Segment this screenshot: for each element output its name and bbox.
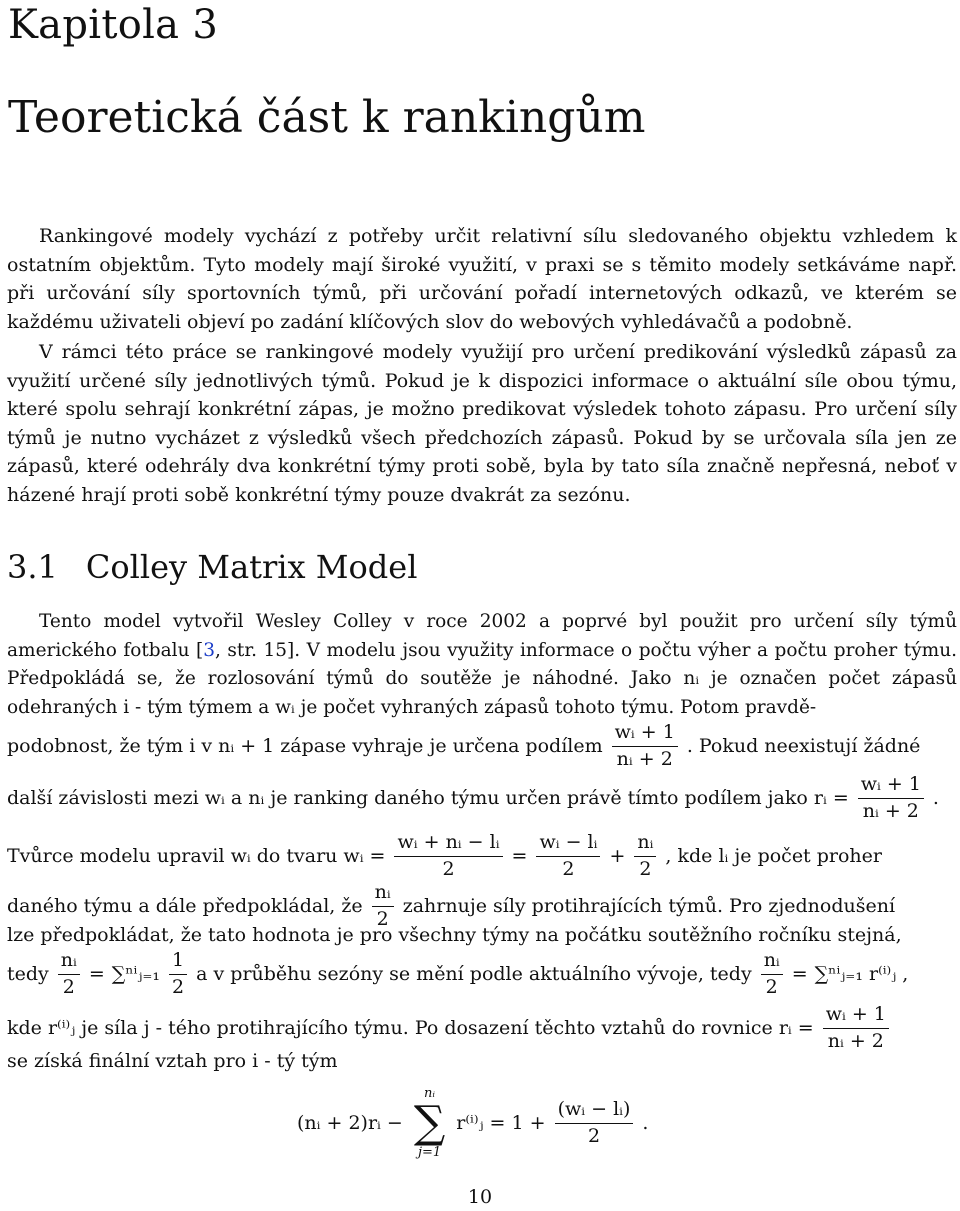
fraction-denominator: nᵢ + 2 xyxy=(827,1029,884,1052)
period: . xyxy=(932,787,939,810)
fraction-numerator: (wᵢ − lᵢ) xyxy=(555,1099,634,1124)
chapter-title: Teoretická část k rankingům xyxy=(8,92,646,143)
plus-sign: + xyxy=(609,845,626,868)
line-text: , kde lᵢ je počet proher xyxy=(665,845,882,868)
chapter-label: Kapitola 3 xyxy=(8,2,219,48)
section-number: 3.1 xyxy=(7,548,58,586)
period: . xyxy=(642,1112,649,1134)
line-text: a v průběhu sezóny se mění podle aktuálního vývoje, tedy xyxy=(196,963,752,986)
paragraph-text: Tento model vytvořil Wesley Colley v roce 2002 a poprvé byl použit pro určení síly týmů amerického fotbalu [ xyxy=(7,611,957,661)
paragraph-text: . V modelu jsou využity informace o počtu výher a počtu proher týmu. Předpokládá se, že rozlosování týmů do soutěže je náhodné. Jako nᵢ je označen počet zápasů odehraných i - tým týmem a wᵢ je počet vyhraných zápasů tohoto týmu. Potom pravdě- xyxy=(7,639,957,718)
summation xyxy=(414,1086,445,1160)
intro-paragraph-2: V rámci této práce se rankingové modely využijí pro určení predikování výsledků zápasů za využití určené síly jednotlivých týmů. Pokud je k dispozici informace o aktuální síle obou týmu, které spolu sehrají konkrétní zápas, je možno predikovat výsledek tohoto zápasu. Pro určení síly týmů je nutno vycházet z výsledků všech předchozích zápasů. Pokud by se určovala síla jen ze zápasů, které odehrály dva konkrétní týmy proti sobě, byla by tato síla značně nepřesná, neboť v házené hrají proti sobě konkrétní týmy pouze dvakrát za sezónu. xyxy=(7,341,957,506)
section-title: Colley Matrix Model xyxy=(85,548,418,586)
formula-line-3 xyxy=(7,832,957,881)
fraction-denominator: 2 xyxy=(442,857,455,880)
fraction-numerator: 1 xyxy=(169,950,187,975)
line-text: se získá finální vztah pro i - tý tým xyxy=(7,1050,338,1072)
citation-link[interactable]: 3 xyxy=(203,639,215,661)
line-text: další závislosti mezi wᵢ a nᵢ je ranking daného týmu určen právě tímto podílem jako rᵢ = xyxy=(7,787,849,810)
formula-line-6 xyxy=(7,950,957,999)
formula-line-7 xyxy=(7,1004,957,1053)
formula-line-5 xyxy=(7,924,957,946)
line-text: daného týmu a dále předpokládal, že xyxy=(7,895,363,918)
fraction-numerator: nᵢ xyxy=(634,832,656,857)
n-half-fraction xyxy=(58,950,80,999)
equation-rhs: r⁽ⁱ⁾ⱼ = 1 + xyxy=(456,1112,546,1134)
fraction-numerator: wᵢ + 1 xyxy=(612,722,678,747)
n-half-fraction xyxy=(761,950,783,999)
line-text: podobnost, že tým i v nᵢ + 1 zápase vyhraje je určena podílem xyxy=(7,735,603,758)
sum-upper-limit: nᵢ xyxy=(424,1086,436,1101)
sum-lower-limit: j=1 xyxy=(417,1145,442,1160)
equals-sign: = xyxy=(791,963,808,986)
line-text: . Pokud neexistují žádné xyxy=(686,735,921,758)
line-text: Tvůrce modelu upravil wᵢ do tvaru wᵢ = xyxy=(7,845,386,868)
fraction-denominator: 2 xyxy=(62,975,75,998)
equals-sign: = xyxy=(511,845,528,868)
n-half-fraction xyxy=(634,832,656,881)
inline-sum: ∑ⁿⁱⱼ₌₁ xyxy=(111,963,161,986)
equation-lhs: (nᵢ + 2)rᵢ − xyxy=(297,1112,403,1134)
fraction-numerator: wᵢ − lᵢ xyxy=(536,832,600,857)
line-text: tedy xyxy=(7,963,49,986)
formula-line-2 xyxy=(7,774,957,823)
formula-line-8 xyxy=(7,1050,957,1072)
half-fraction xyxy=(169,950,187,999)
fraction-denominator: 2 xyxy=(562,857,575,880)
sum-symbol: ∑ xyxy=(413,1097,446,1148)
fraction-denominator: 2 xyxy=(639,857,652,880)
line-text: lze předpokládat, že tato hodnota je pro všechny týmy na počátku soutěžního ročníku stejná, xyxy=(7,924,902,946)
fraction-numerator: nᵢ xyxy=(761,950,783,975)
intro-paragraph-1: Rankingové modely vychází z potřeby určit relativní sílu sledovaného objektu vzhledem k ostatním objektům. Tyto modely mají široké využití, v praxi se s těmito modely setkáváme např. při určování síly sportovních týmů, při určování pořadí internetových odkazů, ve kterém se každému uživateli objeví po zadání klíčových slov do webových vyhledávačů a podobně. xyxy=(7,225,957,333)
fraction-denominator: nᵢ + 2 xyxy=(616,747,673,770)
win-probability-fraction xyxy=(612,722,678,771)
fraction-denominator: 2 xyxy=(587,1124,601,1147)
formula-line-1 xyxy=(7,722,957,771)
fraction-numerator: wᵢ + nᵢ − lᵢ xyxy=(394,832,502,857)
final-fraction xyxy=(555,1099,634,1148)
fraction-numerator: nᵢ xyxy=(58,950,80,975)
fraction-numerator: nᵢ xyxy=(372,882,394,907)
w-minus-l-fraction xyxy=(536,832,600,881)
fraction-denominator: 2 xyxy=(376,907,389,930)
fraction-denominator: 2 xyxy=(765,975,778,998)
ranking-fraction xyxy=(858,774,924,823)
paragraph-text: , str. 15] xyxy=(215,639,295,661)
line-text: zahrnuje síly protihrajících týmů. Pro zjednodušení xyxy=(402,895,896,918)
page-number: 10 xyxy=(467,1186,493,1208)
w-rewrite-fraction xyxy=(394,832,502,881)
fraction-denominator: nᵢ + 2 xyxy=(862,799,919,822)
fraction-denominator: 2 xyxy=(172,975,185,998)
fraction-numerator: wᵢ + 1 xyxy=(858,774,924,799)
ranking-fraction xyxy=(823,1004,889,1053)
equals-sign: = xyxy=(88,963,105,986)
section-heading xyxy=(7,548,417,586)
fraction-numerator: wᵢ + 1 xyxy=(823,1004,889,1029)
inline-sum-r: ∑ⁿⁱⱼ₌₁ r⁽ⁱ⁾ⱼ , xyxy=(814,963,909,986)
display-equation xyxy=(7,1086,957,1160)
section-paragraph-1 xyxy=(7,608,957,722)
line-text: kde r⁽ⁱ⁾ⱼ je síla j - tého protihrajícího týmu. Po dosazení těchto vztahů do rovnice rᵢ = xyxy=(7,1017,814,1040)
